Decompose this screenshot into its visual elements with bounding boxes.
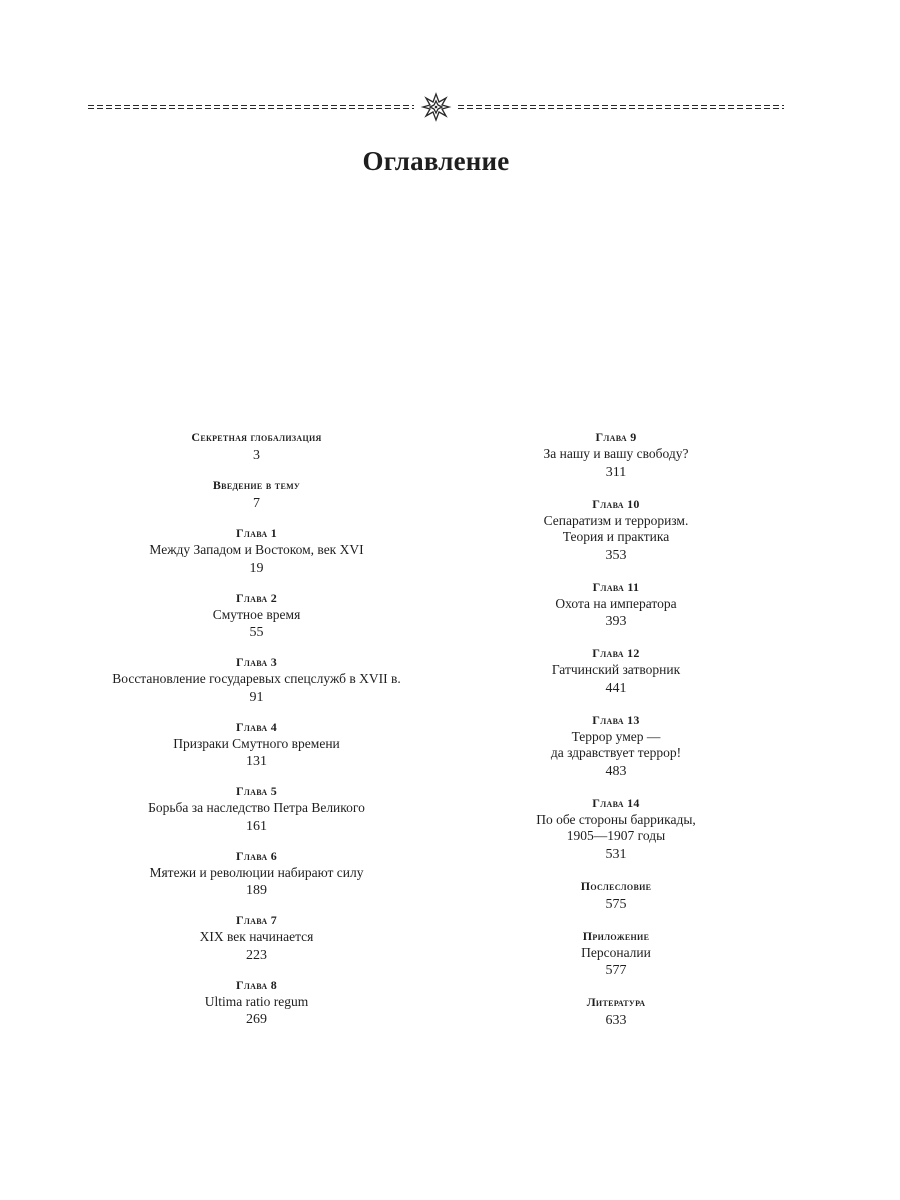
toc-entry — [90, 977, 423, 1031]
toc-entry-heading: Глава 11 — [592, 579, 640, 594]
toc-entry-heading: Глава 8 — [235, 977, 278, 992]
toc-entry-heading: Глава 3 — [235, 655, 278, 669]
toc-column-left — [90, 429, 423, 1041]
page-title: Оглавление — [362, 146, 510, 176]
toc-entry-title: Борьба за наследство Петра Великого — [148, 800, 365, 815]
toc-entry-title: Восстановление государевых спецслужб в XVII в. — [112, 671, 401, 686]
toc-entry — [510, 496, 722, 566]
toc-entry-page-number: 131 — [246, 754, 267, 769]
toc-entry — [510, 928, 722, 982]
toc-entry-page-number: 7 — [253, 496, 260, 511]
toc-entry-title: Гатчинский затворник — [551, 662, 681, 677]
toc-entry-page-number: 269 — [246, 1012, 267, 1027]
toc-entry-title: Между Западом и Востоком, век XVI — [149, 542, 364, 557]
toc-entry-page-number: 223 — [246, 947, 267, 963]
toc-entry-heading: Послесловие — [580, 878, 652, 893]
toc-entry-page-number: 353 — [605, 547, 627, 563]
toc-entry — [90, 590, 423, 644]
toc-entry-heading: Глава 7 — [235, 913, 278, 927]
toc-entry-title: Террор умер — да здравствует террор! — [550, 728, 682, 760]
toc-entry-heading: Глава 2 — [235, 590, 278, 605]
toc-entry — [90, 477, 423, 514]
toc-entry-page-number: 189 — [246, 883, 267, 898]
toc-entry-title: По обе стороны баррикады, 1905—1907 годы — [536, 811, 696, 843]
eight-point-star-icon — [423, 94, 449, 120]
toc-entry-title: Ultima ratio regum — [204, 993, 309, 1009]
toc-entry-page-number: 3 — [253, 448, 260, 463]
toc-entry-page-number: 55 — [249, 625, 264, 640]
toc-entry-page-number: 575 — [605, 896, 627, 912]
toc-entry — [90, 719, 423, 773]
toc-entry — [510, 712, 722, 782]
toc-entry-heading: Секретная глобализация — [191, 430, 322, 444]
toc-entry-heading: Глава 12 — [592, 646, 640, 660]
toc-entry — [90, 912, 423, 966]
toc-entry-page-number: 633 — [605, 1013, 627, 1028]
toc-entry-page-number: 19 — [249, 560, 264, 576]
toc-entry-title: Смутное время — [212, 606, 301, 622]
toc-entry-heading: Литература — [586, 995, 646, 1009]
toc-entry-heading: Глава 14 — [592, 795, 640, 810]
toc-entry-heading: Глава 13 — [592, 712, 640, 727]
toc-entry-page-number: 393 — [605, 614, 627, 629]
toc-entry — [90, 429, 423, 466]
toc-entry-heading: Глава 5 — [235, 784, 278, 798]
toc-entry-heading: Глава 10 — [592, 496, 640, 511]
toc-entry-heading: Глава 9 — [595, 430, 637, 444]
toc-entry — [510, 795, 722, 865]
toc-entry-title: Персоналии — [581, 944, 651, 960]
toc-entry-title: За нашу и вашу свободу? — [543, 446, 689, 461]
toc-entry-title: Охота на императора — [555, 595, 677, 611]
toc-entry — [90, 783, 423, 837]
toc-entry-page-number: 91 — [249, 689, 264, 705]
divider-ornament — [88, 92, 784, 122]
toc-entry — [510, 645, 722, 699]
toc-entry-heading: Глава 4 — [235, 719, 278, 734]
toc-entry-page-number: 577 — [605, 963, 627, 978]
toc-column-right — [510, 429, 722, 1044]
toc-entry-heading: Глава 6 — [235, 848, 278, 863]
toc-entry — [510, 878, 722, 915]
divider-dashed-line-left — [88, 106, 414, 109]
toc-entry — [90, 525, 423, 579]
toc-entry-heading: Введение в тему — [212, 478, 301, 492]
toc-entry — [510, 994, 722, 1031]
toc-entry-page-number: 441 — [605, 680, 627, 696]
toc-entry-title: XIX век начинается — [199, 929, 314, 944]
toc-entry-page-number: 483 — [605, 763, 627, 779]
toc-entry — [510, 579, 722, 633]
toc-entry-title: Мятежи и революции набирают силу — [149, 864, 364, 880]
toc-entry-heading: Приложение — [582, 928, 650, 943]
toc-entry-page-number: 161 — [246, 818, 267, 834]
toc-entry-heading: Глава 1 — [235, 526, 278, 540]
toc-entry-page-number: 311 — [605, 464, 627, 480]
toc-entry — [90, 848, 423, 902]
toc-entry-title: Сепаратизм и терроризм. Теория и практика — [543, 512, 689, 544]
divider-dashed-line-right — [458, 106, 784, 109]
toc-entry — [510, 429, 722, 483]
toc-entry-title: Призраки Смутного времени — [173, 735, 340, 751]
toc-entry-page-number: 531 — [605, 846, 627, 862]
toc-entry — [90, 654, 423, 708]
